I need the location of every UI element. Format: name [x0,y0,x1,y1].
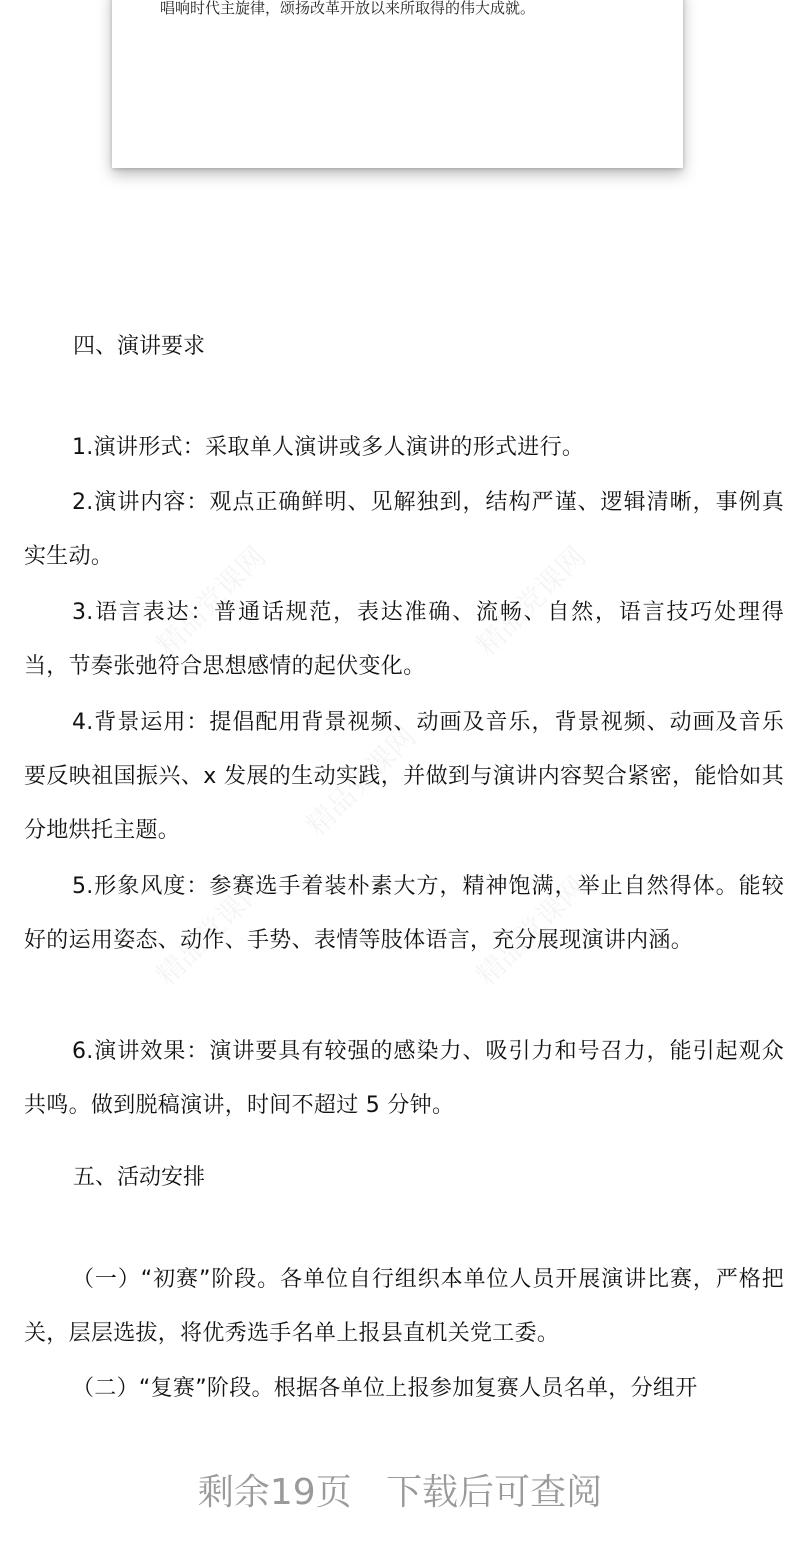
requirement-item: 2.演讲内容：观点正确鲜明、见解独到，结构严谨、逻辑清晰，事例真实生动。 [24,490,784,569]
download-to-read-prompt[interactable] [0,1464,800,1515]
requirement-item: 6.演讲效果：演讲要具有较强的感染力、吸引力和号召力，能引起观众共鸣。做到脱稿演讲，时间不超过 5 分钟。 [24,1039,784,1118]
schedule-item: （一）“初赛”阶段。各单位自行组织本单位人员开展演讲比赛，严格把关，层层选拔，将优秀选手名单上报县直机关党工委。 [24,1267,784,1346]
previous-page-card [112,0,683,168]
requirement-item: 4.背景运用：提倡配用背景视频、动画及音乐，背景视频、动画及音乐要反映祖国振兴、x 发展的生动实践，并做到与演讲内容契合紧密，能恰如其分地烘托主题。 [24,710,784,843]
schedule-item: （二）“复赛”阶段。根据各单位上报参加复赛人员名单，分组开 [72,1376,698,1401]
remaining-pages-label: 剩余19页 [197,1472,352,1513]
section-heading: 四、演讲要求 [73,334,206,359]
section-heading: 五、活动安排 [73,1165,206,1190]
requirement-item: 3.语言表达：普通话规范，表达准确、流畅、自然，语言技巧处理得当，节奏张弛符合思想感情的起伏变化。 [24,600,784,679]
requirement-item: 1.演讲形式：采取单人演讲或多人演讲的形式进行。 [72,435,585,460]
download-hint-label: 下载后可查阅 [386,1472,603,1513]
requirement-item: 5.形象风度：参赛选手着装朴素大方，精神饱满，举止自然得体。能较好的运用姿态、动作、手势、表情等肢体语言，充分展现演讲内涵。 [24,874,784,953]
previous-page-last-line: 唱响时代主旋律，颂扬改革开放以来所取得的伟大成就。 [160,0,536,17]
